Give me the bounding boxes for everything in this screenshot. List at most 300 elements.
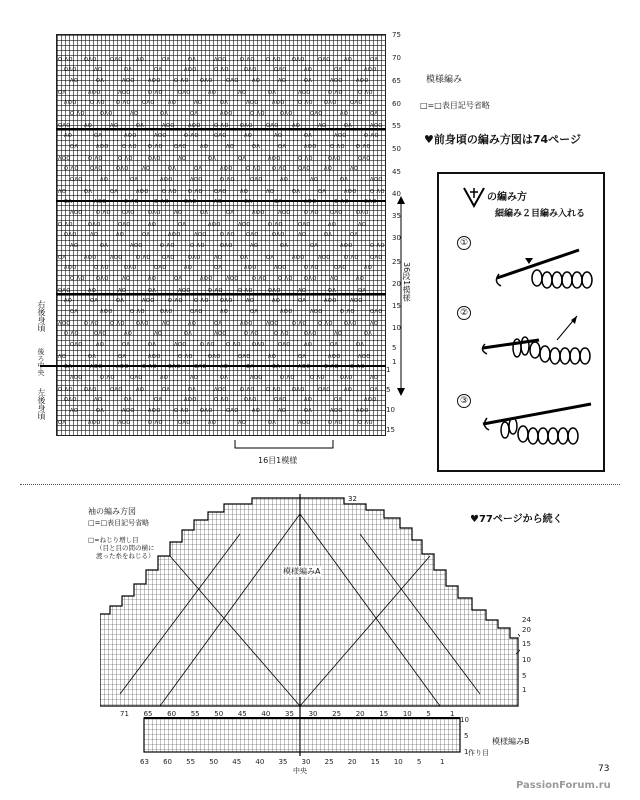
stitch-symbol: ΛO xyxy=(252,408,261,414)
pattern-b-label: 模様編みB xyxy=(492,737,530,746)
stitch-symbol: ΛOO xyxy=(304,144,317,150)
stitch-symbol: ΛO xyxy=(194,100,203,106)
stitch-symbol: OΛ xyxy=(330,342,339,348)
stitch-symbol: OΛO xyxy=(358,156,371,162)
stitch-symbol: O ΛO xyxy=(330,144,345,150)
stitch-symbol: ΛO xyxy=(324,166,333,172)
stitch-symbol: O ΛO xyxy=(174,408,189,414)
step-3 xyxy=(457,388,471,408)
stitch-symbol: ΛO xyxy=(58,189,67,195)
stitch-symbol: OΛO xyxy=(310,111,323,117)
stitch-symbol: OΛO xyxy=(226,78,239,84)
row-number: 40 xyxy=(392,190,401,198)
stitch-symbol: ΛO xyxy=(90,232,99,238)
stitch-symbol: OΛ xyxy=(280,243,289,249)
stitch-symbol: OΛO xyxy=(292,57,305,63)
stitch-symbol: ΛO xyxy=(350,166,359,172)
stitch-symbol: ΛO xyxy=(344,57,353,63)
repeat-stitches-label: 16目1模様 xyxy=(258,456,298,465)
stitch-symbol: OΛ xyxy=(64,199,73,205)
stitch-symbol: ΛO xyxy=(190,375,199,381)
right-back-label: 右後身頃 xyxy=(37,300,46,332)
stitch-symbol: OΛ xyxy=(100,243,109,249)
stitch-symbol: OΛO xyxy=(70,177,83,183)
stitch-symbol: ΛO xyxy=(84,123,93,129)
stitch-symbol: OΛO xyxy=(344,321,357,327)
stitch-symbol: OΛO xyxy=(318,57,331,63)
stitch-symbol: O ΛO xyxy=(96,210,111,216)
stitch-symbol: OΛ xyxy=(246,364,255,370)
note-line: 渡った糸をねじる） xyxy=(96,552,155,560)
stitch-symbol: O ΛO xyxy=(94,265,109,271)
stitch-symbol: OΛO xyxy=(246,232,259,238)
stitch-symbol: ΛOO xyxy=(64,265,77,271)
step-2 xyxy=(457,300,471,320)
stitch-symbol: OΛ xyxy=(96,408,105,414)
stitch-symbol: OΛ xyxy=(214,265,223,271)
stitch-symbol: O ΛO xyxy=(184,133,199,139)
stitch-symbol: ΛOO xyxy=(364,397,377,403)
stitch-symbol: OΛO xyxy=(318,387,331,393)
stitch-symbol: ΛO xyxy=(358,222,367,228)
stitch-symbol: OΛ xyxy=(304,133,313,139)
stitch-symbol: ΛOO xyxy=(162,123,175,129)
stitch-symbol: ΛOO xyxy=(130,243,143,249)
stitch-symbol: ΛO xyxy=(174,210,183,216)
stitch-symbol: OΛO xyxy=(160,309,173,315)
stitch-symbol: ΛO xyxy=(168,100,177,106)
stitch-symbol: OΛO xyxy=(162,255,175,261)
stitch-number: 15 xyxy=(379,710,389,718)
stitch-symbol: O ΛO xyxy=(64,331,79,337)
stitch-symbol: ΛOO xyxy=(118,420,131,426)
stitch-symbol: ΛOO xyxy=(90,364,103,370)
stitch-symbol: O ΛO xyxy=(246,166,261,172)
stitch-symbol: O ΛO xyxy=(90,100,105,106)
step-number: ① xyxy=(457,236,471,250)
stitch-symbol: ΛO xyxy=(356,276,365,282)
stitch-number: 55 xyxy=(186,758,196,766)
stitch-symbol: OΛO xyxy=(188,255,201,261)
stitch-symbol: ΛOO xyxy=(278,210,291,216)
continuation-note: ♥77ページから続く xyxy=(470,514,563,525)
stitch-symbol: OΛ xyxy=(90,298,99,304)
stitch-symbol: OΛO xyxy=(130,375,143,381)
stitch-symbol: O ΛO xyxy=(292,321,307,327)
stitch-symbol: O ΛO xyxy=(356,144,371,150)
stitch-symbol: ΛOO xyxy=(350,298,363,304)
stitch-symbol: OΛ xyxy=(310,243,319,249)
stitch-symbol: O ΛO xyxy=(100,375,115,381)
stitch-symbol: OΛO xyxy=(200,78,213,84)
stitch-symbol: O ΛO xyxy=(174,78,189,84)
row-number: 1 xyxy=(386,366,391,374)
stitch-box-subtitle: 細編み２目編み入れる xyxy=(495,209,586,219)
stitch-symbol: OΛ xyxy=(116,298,125,304)
row-number: 35 xyxy=(392,212,401,220)
stitch-symbol: O ΛO xyxy=(318,321,333,327)
stitch-symbol: OΛ xyxy=(334,67,343,73)
stitch-symbol: ΛO xyxy=(278,78,287,84)
stitch-symbol: ΛO xyxy=(208,90,217,96)
pattern-title: 模様編み xyxy=(426,75,463,85)
stitch-symbol: O ΛO xyxy=(178,354,193,360)
stitch-symbol: OΛ xyxy=(350,232,359,238)
stitch-symbol: OΛ xyxy=(220,100,229,106)
stitch-symbol: ΛOO xyxy=(184,67,197,73)
stitch-symbol: ΛO xyxy=(160,375,169,381)
stitch-symbol: ΛO xyxy=(154,331,163,337)
stitch-symbol: ΛOO xyxy=(160,177,173,183)
stitch-symbol: ΛOO xyxy=(226,276,239,282)
row-number: 70 xyxy=(392,54,401,62)
stitch-number: 40 xyxy=(261,710,271,718)
stitch-symbol: O ΛO xyxy=(358,90,373,96)
stitch-number: 60 xyxy=(163,758,172,766)
row-number: 25 xyxy=(392,258,401,266)
sleeve-chart xyxy=(100,494,520,764)
stitch-symbol: O ΛO xyxy=(220,232,235,238)
step-1 xyxy=(457,230,471,250)
section-divider xyxy=(20,484,620,485)
stitch-symbol: OΛO xyxy=(110,387,123,393)
repeat-rows-label: 36段1模様 xyxy=(402,262,411,302)
stitch-symbol: ΛOO xyxy=(280,309,293,315)
stitch-symbol: OΛO xyxy=(190,309,203,315)
stitch-symbol: OΛO xyxy=(244,67,257,73)
stitch-symbol: ΛO xyxy=(370,321,379,327)
stitch-symbol: ΛOO xyxy=(364,67,377,73)
stitch-symbol: ΛOO xyxy=(356,78,369,84)
stitch-symbol: ΛO xyxy=(226,144,235,150)
stitch-symbol: ΛOO xyxy=(154,133,167,139)
stitch-symbol: O ΛO xyxy=(274,331,289,337)
stitch-symbol: O ΛO xyxy=(344,255,359,261)
stitch-symbol: OΛO xyxy=(244,397,257,403)
stitch-symbol: O ΛO xyxy=(266,387,281,393)
stitch-symbol: OΛ xyxy=(190,111,199,117)
stitch-symbol: O ΛO xyxy=(324,364,339,370)
stitch-symbol: ΛOO xyxy=(358,354,371,360)
stitch-symbol: ΛOO xyxy=(58,156,71,162)
row-number: 15 xyxy=(522,640,531,648)
stitch-symbol: O ΛO xyxy=(88,156,103,162)
stitch-symbol: ΛOO xyxy=(88,420,101,426)
stitch-symbol: ΛOO xyxy=(272,100,285,106)
stitch-symbol: OΛ xyxy=(272,364,281,370)
stitch-symbol: OΛO xyxy=(110,57,123,63)
row-number: 1 xyxy=(392,358,397,366)
stitch-symbol: ΛOO xyxy=(190,177,203,183)
stitch-symbol: ΛOO xyxy=(370,123,383,129)
stitch-symbol: ΛOO xyxy=(208,222,221,228)
row-number: 5 xyxy=(464,732,469,740)
stitch-symbol: O ΛO xyxy=(220,177,235,183)
stitch-symbol: OΛ xyxy=(370,387,379,393)
stitch-symbol: ΛO xyxy=(110,123,119,129)
stitch-symbol: OΛO xyxy=(116,166,129,172)
stitch-number: 35 xyxy=(285,710,294,718)
stitch-symbol: OΛ xyxy=(94,133,103,139)
stitch-symbol: ΛO xyxy=(274,133,283,139)
repeat-bracket xyxy=(234,440,334,450)
stitch-symbol: OΛO xyxy=(298,166,311,172)
stitch-symbol: ΛOO xyxy=(88,90,101,96)
stitch-symbol: OΛ xyxy=(370,111,379,117)
row-number: 50 xyxy=(392,145,401,153)
stitch-symbol: ΛO xyxy=(304,342,313,348)
stitch-symbol: OΛO xyxy=(304,276,317,282)
stitch-symbol: OΛ xyxy=(340,177,349,183)
stitch-symbol: OΛ xyxy=(298,354,307,360)
stitch-symbol: O ΛO xyxy=(58,57,73,63)
stitch-symbol: O ΛO xyxy=(328,420,343,426)
stitch-symbol: ΛOO xyxy=(240,321,253,327)
stitch-symbol: O ΛO xyxy=(252,276,267,282)
stitch-number: 63 xyxy=(140,758,149,766)
up-down-arrow-icon xyxy=(395,196,407,396)
stitch-symbol: ΛO xyxy=(278,408,287,414)
stitch-symbol: O ΛO xyxy=(70,276,85,282)
stitch-symbol: ΛO xyxy=(184,265,193,271)
stitch-symbol: OΛO xyxy=(64,232,77,238)
stitch-symbol: OΛO xyxy=(70,342,83,348)
stitch-symbol: O ΛO xyxy=(370,189,385,195)
stitch-symbol: O ΛO xyxy=(214,397,229,403)
stitch-symbol: O ΛO xyxy=(238,288,253,294)
stitch-symbol: OΛO xyxy=(64,67,77,73)
row-number: 10 xyxy=(460,716,469,724)
stitch-symbol: O ΛO xyxy=(364,133,379,139)
stitch-number: 10 xyxy=(402,710,412,718)
stitch-symbol: ΛOO xyxy=(252,210,265,216)
stitch-symbol: O ΛO xyxy=(58,222,73,228)
stitch-symbol: OΛO xyxy=(280,111,293,117)
stitch-symbol: ΛO xyxy=(96,342,105,348)
stitch-symbol: OΛO xyxy=(90,166,103,172)
stitch-symbol: OΛ xyxy=(304,78,313,84)
stitch-symbol: ΛO xyxy=(272,298,281,304)
stitch-symbol: OΛO xyxy=(356,210,369,216)
stitch-symbol: OΛ xyxy=(96,78,105,84)
stitch-symbol: ΛO xyxy=(64,298,73,304)
row-number: 10 xyxy=(386,406,395,414)
stitch-symbol: O ΛO xyxy=(272,166,287,172)
stitch-symbol: ΛO xyxy=(364,265,373,271)
stitch-symbol: OΛO xyxy=(184,199,197,205)
stitch-symbol: ΛO xyxy=(118,288,127,294)
cast-on-label: 作り目 xyxy=(468,749,489,757)
stitch-symbol: ΛOO xyxy=(122,408,135,414)
stitch-symbol: OΛ xyxy=(268,420,277,426)
stitch-symbol: OΛO xyxy=(214,189,227,195)
stitch-symbol: ΛOO xyxy=(110,255,123,261)
stitch-symbol: ΛO xyxy=(94,67,103,73)
stitch-symbol: OΛ xyxy=(240,255,249,261)
stitch-symbol: O ΛO xyxy=(110,321,125,327)
stitch-symbol: OΛ xyxy=(168,166,177,172)
stitch-symbol: OΛ xyxy=(162,57,171,63)
row-number: 15 xyxy=(386,426,395,434)
stitch-symbol: OΛO xyxy=(304,331,317,337)
row-number: 10 xyxy=(522,656,531,664)
stitch-symbol: OΛO xyxy=(324,100,337,106)
stitch-symbol: ΛOO xyxy=(266,321,279,327)
stitch-symbol: OΛO xyxy=(370,255,383,261)
stitch-symbol: OΛO xyxy=(364,199,377,205)
back-center-label: 後ろ中央 xyxy=(37,348,45,376)
stitch-symbol: ΛO xyxy=(298,232,307,238)
stitch-symbol: ΛOO xyxy=(116,364,129,370)
stitch-symbol: ΛOO xyxy=(250,375,263,381)
stitch-symbol: ΛOO xyxy=(344,189,357,195)
stitch-number: 1 xyxy=(450,710,455,718)
stitch-symbol: ΛOO xyxy=(94,199,107,205)
stitch-symbol: ΛO xyxy=(304,67,313,73)
increase-symbol-icon xyxy=(461,184,487,210)
stitch-number: 50 xyxy=(209,758,219,766)
stitch-symbol: O ΛO xyxy=(168,298,183,304)
stitch-symbol: O ΛO xyxy=(304,265,319,271)
stitch-symbol: OΛO xyxy=(64,397,77,403)
stitch-symbol: ΛOO xyxy=(148,408,161,414)
stitch-symbol: OΛO xyxy=(94,331,107,337)
stitch-symbol: OΛ xyxy=(356,342,365,348)
stitch-symbol: OΛ xyxy=(364,331,373,337)
stitch-symbol: O ΛO xyxy=(328,90,343,96)
stitch-symbol: OΛO xyxy=(334,265,347,271)
stitch-number: 10 xyxy=(393,758,403,766)
stitch-instruction-box xyxy=(437,172,605,472)
row-number: 60 xyxy=(392,100,401,108)
stitch-symbol: OΛ xyxy=(324,232,333,238)
stitch-number: 35 xyxy=(278,758,288,766)
stitch-symbol: OΛ xyxy=(208,156,217,162)
stitch-symbol: ΛOO xyxy=(292,255,305,261)
stitch-symbol: OΛO xyxy=(328,156,341,162)
stitch-symbol: O ΛO xyxy=(240,57,255,63)
stitch-symbol: ΛO xyxy=(318,123,327,129)
stitch-symbol: ΛOO xyxy=(356,408,369,414)
stitch-symbol: OΛ xyxy=(58,90,67,96)
stitch-symbol: ΛOO xyxy=(174,342,187,348)
stitch-symbol: ΛOO xyxy=(194,232,207,238)
stitch-symbol: ΛOO xyxy=(238,222,251,228)
stitch-symbol: O ΛO xyxy=(266,57,281,63)
stitch-symbol: ΛOO xyxy=(340,243,353,249)
stitch-symbol: O ΛO xyxy=(358,420,373,426)
stitch-symbol: ΛOO xyxy=(148,354,161,360)
stitch-symbol: OΛO xyxy=(148,210,161,216)
stitch-symbol: OΛO xyxy=(154,265,167,271)
row-number: 10 xyxy=(392,324,401,332)
stitch-symbol: OΛ xyxy=(58,420,67,426)
stitch-symbol: OΛ xyxy=(142,232,151,238)
watermark: PassionForum.ru xyxy=(516,780,611,791)
stitch-symbol: O ΛO xyxy=(162,189,177,195)
stitch-symbol: ΛOO xyxy=(244,265,257,271)
stitch-symbol: O ΛO xyxy=(124,199,139,205)
stitch-symbol: OΛO xyxy=(84,387,97,393)
note-line: （目と目の間の横に xyxy=(96,544,155,552)
stitch-symbol: ΛO xyxy=(122,276,131,282)
stitch-symbol: OΛ xyxy=(188,387,197,393)
stitch-symbol: ΛOO xyxy=(274,265,287,271)
row-number: 1 xyxy=(464,748,469,756)
row-number: 1 xyxy=(522,686,527,694)
row-number: 45 xyxy=(392,168,401,176)
stitch-symbol: ΛOO xyxy=(214,331,227,337)
step-number: ③ xyxy=(457,394,471,408)
stitch-symbol: OΛ xyxy=(70,309,79,315)
stitch-symbol: O ΛO xyxy=(304,210,319,216)
stitch-symbol: ΛOO xyxy=(220,111,233,117)
stitch-symbol: OΛ xyxy=(250,309,259,315)
stitch-symbol: ΛO xyxy=(328,222,337,228)
stitch-symbol: OΛ xyxy=(136,123,145,129)
stitch-number: 20 xyxy=(355,710,365,718)
stitch-symbol: ΛOO xyxy=(334,133,347,139)
stitch-symbol: OΛO xyxy=(252,342,265,348)
stitch-symbol: OΛO xyxy=(148,156,161,162)
stitch-symbol: OΛ xyxy=(122,342,131,348)
stitch-symbol: OΛ xyxy=(252,144,261,150)
stitch-symbol: OΛ xyxy=(118,354,127,360)
stitch-symbol: OΛO xyxy=(340,375,353,381)
stitch-symbol: ΛO xyxy=(142,166,151,172)
stitch-symbol: ΛOO xyxy=(168,232,181,238)
stitch-symbol: ΛO xyxy=(244,133,253,139)
stitch-symbol: OΛ xyxy=(370,57,379,63)
stitch-symbol: ΛOO xyxy=(328,354,341,360)
stitch-symbol: O ΛO xyxy=(194,298,209,304)
row-number: 5 xyxy=(522,672,527,680)
sleeve-legend: □=□表目記号省略 xyxy=(88,519,150,527)
stitch-symbol: O ΛO xyxy=(334,199,349,205)
stitch-symbol: ΛOO xyxy=(246,100,259,106)
stitch-symbol: OΛO xyxy=(268,288,281,294)
stitch-symbol: OΛ xyxy=(220,375,229,381)
stitch-symbol: OΛ xyxy=(194,166,203,172)
stitch-symbol: OΛ xyxy=(64,364,73,370)
stitch-symbol: OΛ xyxy=(58,255,67,261)
stitch-number: 55 xyxy=(190,710,200,718)
row-number: 20 xyxy=(392,280,401,288)
stitch-number: 40 xyxy=(255,758,265,766)
stitch-symbol: ΛO xyxy=(148,222,157,228)
twist-increase-note xyxy=(88,536,155,560)
stitch-symbol: OΛ xyxy=(162,387,171,393)
stitch-symbol: OΛO xyxy=(266,123,279,129)
stitch-symbol: OΛO xyxy=(118,222,131,228)
stitch-symbol: ΛOO xyxy=(184,397,197,403)
stitch-symbol: OΛO xyxy=(96,276,109,282)
stitch-symbol: O ΛO xyxy=(58,387,73,393)
stitch-symbol: OΛ xyxy=(148,288,157,294)
stitch-symbol: ΛO xyxy=(344,387,353,393)
row-number: 5 xyxy=(386,386,391,394)
center-label: 中央 xyxy=(293,767,307,775)
stitch-symbol: O ΛO xyxy=(148,420,163,426)
stitch-symbol: O ΛO xyxy=(298,100,313,106)
stitch-symbol: ΛO xyxy=(130,111,139,117)
stitch-symbol: OΛO xyxy=(220,298,233,304)
stitch-symbol: OΛ xyxy=(298,298,307,304)
stitch-symbol: OΛO xyxy=(226,408,239,414)
stitch-symbol: O ΛO xyxy=(244,331,259,337)
stitch-symbol: OΛO xyxy=(124,265,137,271)
stitch-symbol: O ΛO xyxy=(214,123,229,129)
